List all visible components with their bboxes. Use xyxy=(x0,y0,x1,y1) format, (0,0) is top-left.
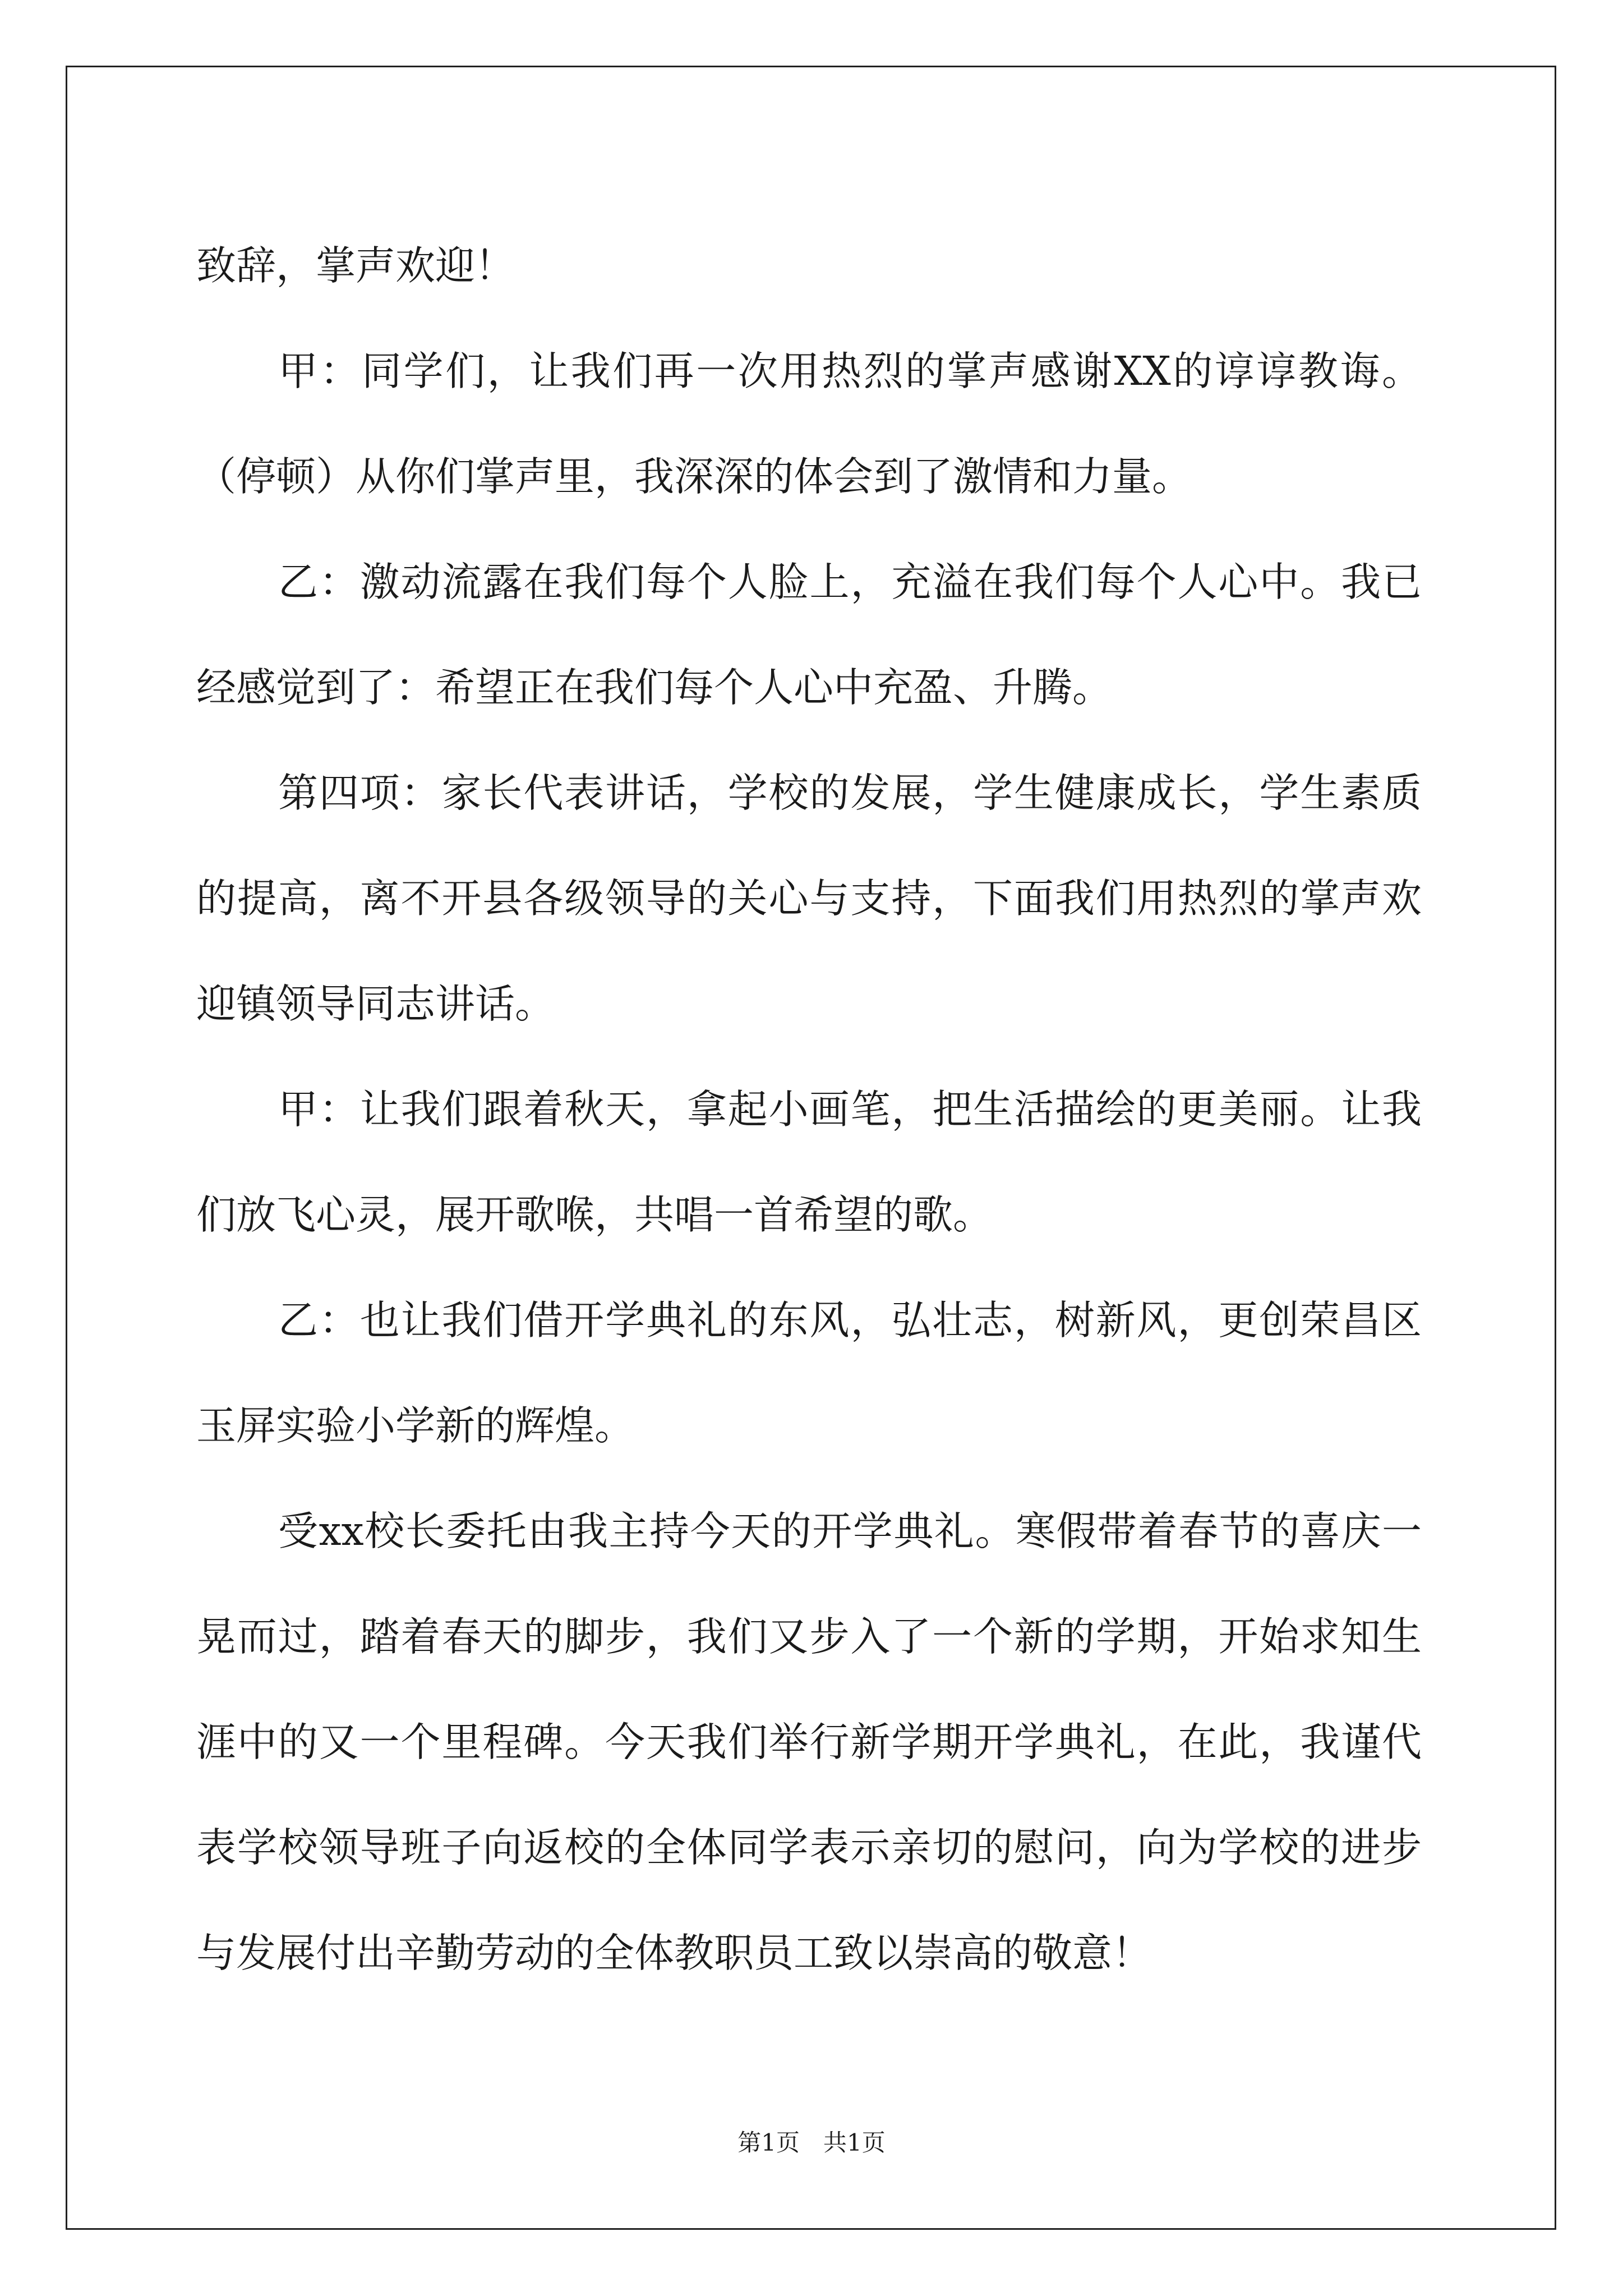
paragraph-1: 致辞，掌声欢迎！ xyxy=(196,242,515,289)
paragraph-5: 甲：让我们跟着秋天，拿起小画笔，把生活描绘的更美丽。让我们放飞心灵，展开歌喉，共唱一首希望的歌。 xyxy=(196,1086,1422,1238)
paragraph-2: 甲：同学们，让我们再一次用热烈的掌声感谢XX的谆谆教诲。（停顿）从你们掌声里，我深深的体会到了激情和力量。 xyxy=(196,348,1422,500)
page-footer: 第1页 共1页 xyxy=(737,2129,886,2156)
paragraph-3: 乙：激动流露在我们每个人脸上，充溢在我们每个人心中。我已经感觉到了：希望正在我们每个人心中充盈、升腾。 xyxy=(196,559,1422,711)
document-body xyxy=(196,213,1422,2006)
paragraph-6: 乙：也让我们借开学典礼的东风，弘壮志，树新风，更创荣昌区玉屏实验小学新的辉煌。 xyxy=(196,1297,1422,1449)
paragraph-7: 受xx校长委托由我主持今天的开学典礼。寒假带着春节的喜庆一晃而过，踏着春天的脚步，我们又步入了一个新的学期，开始求知生涯中的又一个里程碑。今天我们举行新学期开学典礼，在此，我谨代表学校领导班子向返校的全体同学表示亲切的慰问，向为学校的进步与发展付出辛勤劳动的全体教职员工致以崇高的敬意！ xyxy=(196,1508,1422,1976)
paragraph-4: 第四项：家长代表讲话，学校的发展，学生健康成长，学生素质的提高，离不开县各级领导的关心与支持，下面我们用热烈的掌声欢迎镇领导同志讲话。 xyxy=(196,770,1422,1027)
